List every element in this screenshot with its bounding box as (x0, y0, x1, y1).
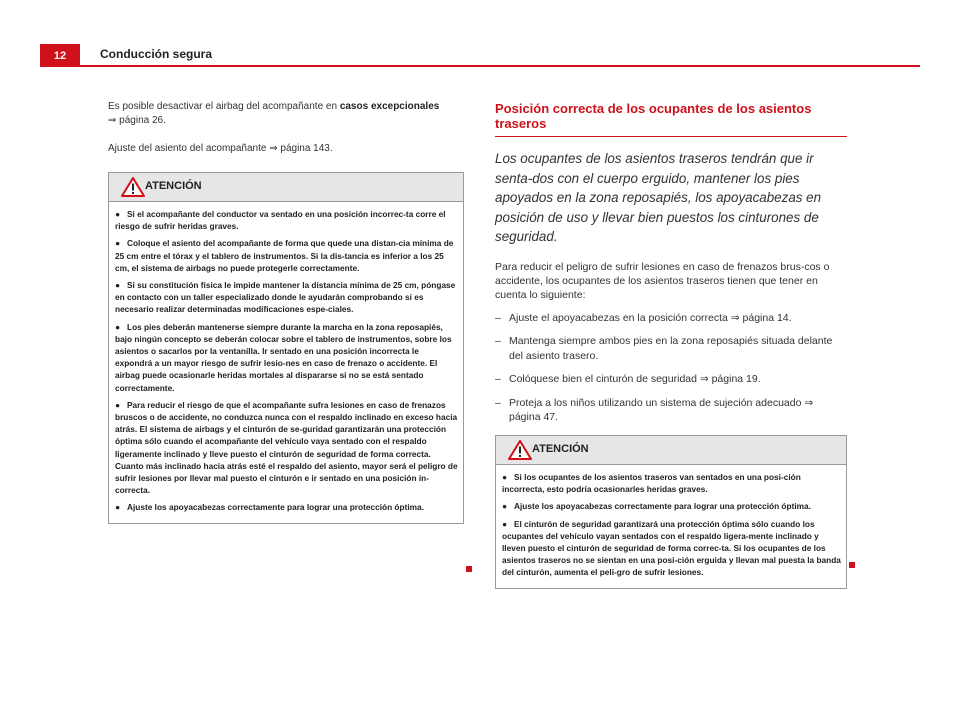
left-column (108, 100, 464, 524)
bullet-icon: ● (502, 518, 508, 529)
intro-paragraph: Para reducir el peligro de sufrir lesiones en caso de frenazos brus-cos o accidente, los ocupantes de los asientos traseros tienen que tener en cuenta lo siguiente: (495, 260, 830, 301)
warning-item: ● Si su constitución física le impide mantener la distancia mínima de 25 cm, póngase en contacto con un taller especializado donde le ayudarán comprobando si es necesario realizar determinadas modificaciones espe-ciales. (115, 280, 456, 315)
section-end-marker (849, 562, 855, 568)
warning-body (496, 465, 846, 588)
bullet-icon: ● (115, 209, 121, 219)
dash-icon: – (495, 396, 501, 409)
page-header (40, 44, 920, 66)
warning-triangle-icon (121, 177, 145, 197)
dash-icon: – (495, 311, 501, 324)
bullet-icon: ● (115, 502, 121, 513)
page-ref-link[interactable]: ⇒ página 26. (108, 115, 166, 126)
bullet-icon: ● (115, 321, 121, 332)
header-rule (40, 65, 920, 67)
chapter-title: Conducción segura (100, 47, 213, 61)
warning-item: ● Para reducir el riesgo de que el acompañante sufra lesiones en caso de frenazos bruscos o de accidente, no conduzca nunca con el respaldo inclinado en exceso hacia atrás. El sistema de airbags y el cinturón de se-guridad garantizarán una protección óptima sólo cuando el acompañante del vehículo vaya sentado con el respaldo ligeramente inclinado y lleve puesto el cinturón de seguridad de forma correcta. Cuanto más inclinado hacia atrás esté el respaldo del asiento, mayor será el peligro de sufrir lesiones por llevar mal puesto el cinturón e ir sentado en una posición in-correcta. (115, 399, 458, 496)
right-column (495, 100, 847, 589)
warning-item: ● Ajuste los apoyacabezas correctamente para lograr una protección óptima. (115, 502, 424, 513)
list-item: – Mantenga siempre ambos pies en la zona reposapiés situada delante del asiento trasero. (495, 335, 833, 362)
warning-title: ATENCIÓN (145, 180, 202, 192)
section-title: Posición correcta de los ocupantes de los asientos traseros (495, 101, 812, 131)
section-end-marker (466, 566, 472, 572)
warning-item: ● Ajuste los apoyacabezas correctamente para lograr una protección óptima. (502, 501, 811, 512)
seat-adjust-text: Ajuste del asiento del acompañante ⇒ página 143. (108, 143, 333, 154)
airbag-deactivation-text: Es posible desactivar el airbag del acompañante en casos excepcionales ⇒ página 26. (108, 101, 440, 126)
warning-item: ● El cinturón de seguridad garantizará una protección óptima sólo cuando los ocupantes del vehículo vayan sentados con el respaldo ligera-mente inclinado y lleven puesto el cinturón de seguridad de forma correc-ta. Si los ocupantes de los asientos traseros no se sientan en una posi-ción erguida y llevan mal puesta la banda del cinturón, aumenta el peli-gro de sufrir lesiones. (502, 518, 841, 578)
bullet-icon: ● (502, 471, 508, 482)
warning-box-left (108, 172, 464, 524)
warning-item: ● Los pies deberán mantenerse siempre durante la marcha en la zona reposapiés, bajo ningún concepto se deberán colocar sobre el tablero de instrumentos, sobre los asientos o sacarlos por la ventanilla. Ir sentado en una posición incorrecta le expondrá a un mayor riesgo de sufrir lesio-nes en caso de frenazo o accidente. El airbag puede ocasionarle heridas mortales al dispararse si no se está sentado correctamente. (115, 321, 452, 393)
instruction-list (495, 311, 847, 425)
dash-icon: – (495, 335, 501, 348)
lead-paragraph: Los ocupantes de los asientos traseros tendrán que ir senta-dos con el cuerpo erguido, mantener los pies apoyados en la zona reposapiés, los apoyacabezas en posición de uso y llevar bien puestos los cinturones de seguridad. (495, 151, 822, 245)
warning-box-right (495, 435, 847, 589)
warning-header (109, 173, 463, 202)
list-item: – Colóquese bien el cinturón de seguridad ⇒ página 19. (495, 373, 761, 386)
bullet-icon: ● (115, 280, 121, 291)
section-rule (495, 136, 847, 137)
bullet-icon: ● (502, 501, 508, 512)
bullet-icon: ● (115, 399, 121, 410)
warning-body (109, 202, 463, 523)
warning-item: ● Si los ocupantes de los asientos traseros van sentados en una posi-ción incorrecta, esto podría ocasionarles heridas graves. (502, 471, 801, 495)
bullet-icon: ● (115, 238, 121, 249)
list-item: – Proteja a los niños utilizando un sistema de sujeción adecuado ⇒ página 47. (495, 396, 814, 424)
warning-item: ● Coloque el asiento del acompañante de forma que quede una distan-cia mínima de 25 cm entre el tórax y el tablero de instrumentos. Si la dis-tancia es inferior a los 25 cm, el sistema de airbags no puede protegerle correctamente. (115, 238, 454, 273)
warning-header (496, 436, 846, 465)
warning-title: ATENCIÓN (532, 442, 589, 455)
warning-item: ● Si el acompañante del conductor va sentado en una posición incorrec-ta corre el riesgo de sufrir heridas graves. (115, 209, 446, 232)
page-number: 12 (40, 44, 80, 66)
exceptional-cases-text: casos excepcionales (339, 101, 440, 112)
list-item: – Ajuste el apoyacabezas en la posición correcta ⇒ página 14. (495, 311, 792, 324)
warning-triangle-icon (508, 440, 532, 460)
dash-icon: – (495, 373, 501, 386)
